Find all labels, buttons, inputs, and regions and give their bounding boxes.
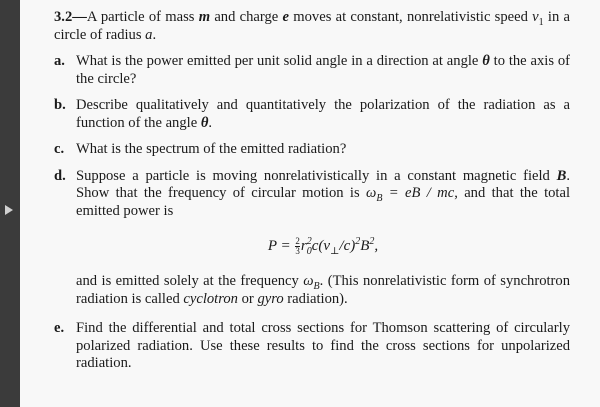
part-b: b. Describe qualitatively and quantitatively the polarization of the radiation as a function of the angle θ. [54, 97, 570, 131]
part-d-continuation: and is emitted solely at the frequency $\omega_B$. (This nonrelativistic form of synchrotron radiation is called cyclotron or gyro radiation). [76, 273, 571, 307]
expand-arrow-icon[interactable] [5, 205, 13, 215]
problem-content [54, 9, 570, 373]
part-e: e. Find the differential and total cross sections for Thomson scattering of circularly polarized radiation. Use these results to find the cross sections for unpolarized radiation. [54, 320, 570, 371]
fraction: $\frac{2}{3}$ [295, 236, 300, 256]
part-d: d. Suppose a particle is moving nonrelativistically in a constant magnetic field B. Show that the frequency of circular motion is $\omega_B$ = eB / mc, and that the total emitted power is P = $\frac{2}{3}$ $r^2_0c(v_\perp/c)^2B^2$, and is emitted solely at the frequency $\omega_B$. (This nonrelativistic form of synchrotron radiation is called cyclotron or gyro radiation). [54, 167, 571, 307]
problem-statement: 3.2—A particle of mass m and charge e moves at constant, nonrelativistic speed $v_1$ in a circle of radius a. [54, 9, 570, 43]
power-equation: P = $\frac{2}{3}$ $r^2_0c(v_\perp/c)^2B^2$, [267, 235, 379, 257]
term-cyclotron: cyclotron [183, 290, 238, 307]
term-gyro: gyro [257, 290, 284, 307]
document-page [20, 0, 600, 407]
part-label: b. [54, 97, 66, 113]
part-label: e. [54, 320, 65, 336]
part-c: c. What is the spectrum of the emitted radiation? [54, 141, 347, 157]
left-sidebar [0, 0, 20, 407]
problem-number: 3.2 [54, 9, 73, 25]
part-label: d. [54, 167, 66, 184]
part-a: a. What is the power emitted per unit solid angle in a direction at angle θ to the axis of the circle? [54, 53, 570, 87]
part-label: a. [54, 53, 65, 69]
part-label: c. [54, 141, 65, 157]
